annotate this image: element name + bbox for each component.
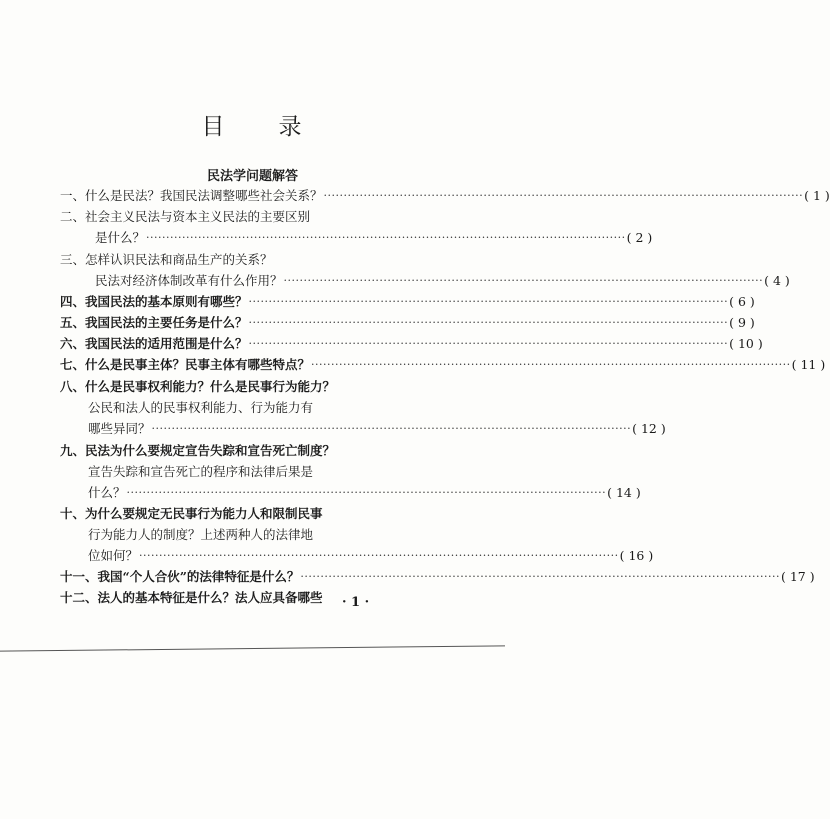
toc-entry (60, 250, 273, 270)
toc-entry (60, 186, 830, 206)
toc-entry-text: 七、什么是民事主体？民事主体有哪些特点？ (60, 357, 311, 372)
toc-entry-text: 位如何？ (88, 548, 139, 563)
toc-page-number: ( 10 ) (729, 336, 763, 351)
toc-leader-dots: ························································································································ (323, 189, 804, 202)
toc-page-number: ( 6 ) (729, 294, 755, 309)
toc-leader-dots: ························································································································ (146, 231, 626, 244)
toc-entry-text: 民法对经济体制改革有什么作用？ (95, 273, 283, 288)
toc-leader-dots: ························································································································ (248, 337, 729, 350)
toc-entry (60, 588, 323, 608)
toc-entry (60, 313, 755, 333)
page-number: · 1 · (342, 595, 370, 610)
toc-entry (88, 525, 313, 545)
toc-page-number: ( 9 ) (729, 315, 755, 330)
toc-entry (88, 483, 641, 503)
toc-leader-dots: ························································································································ (126, 486, 607, 499)
toc-leader-dots: ························································································································ (248, 295, 729, 308)
toc-leader-dots: ························································································································ (300, 570, 780, 583)
toc-entry-text: 八、什么是民事权利能力？什么是民事行为能力？ (60, 379, 336, 394)
toc-page-number: ( 14 ) (607, 485, 641, 500)
toc-entry-text: 十二、法人的基本特征是什么？法人应具备哪些 (60, 590, 323, 605)
toc-entry-text: 三、怎样认识民法和商品生产的关系？ (60, 252, 273, 267)
toc-page-number: ( 12 ) (632, 421, 666, 436)
toc-leader-dots: ························································································································ (283, 274, 764, 287)
toc-entry-text: 十一、我国“个人合伙”的法律特征是什么？ (60, 569, 300, 584)
toc-entry-text: 什么？ (88, 485, 126, 500)
toc-entry-text: 四、我国民法的基本原则有哪些？ (60, 294, 248, 309)
toc-entry (60, 207, 310, 227)
toc-entry (88, 419, 666, 439)
toc-leader-dots: ························································································································ (248, 316, 729, 329)
toc-entry (88, 462, 313, 482)
toc-entry (60, 292, 755, 312)
toc-leader-dots: ························································································································ (311, 358, 791, 371)
toc-entry-text: 六、我国民法的适用范围是什么？ (60, 336, 248, 351)
toc-page-number: ( 16 ) (619, 548, 654, 563)
toc-page-number: ( 17 ) (780, 569, 815, 584)
toc-entry (95, 228, 653, 248)
toc-entry (60, 567, 815, 587)
scan-edge-line (0, 645, 505, 651)
toc-entry-text: 是什么？ (95, 230, 146, 245)
title-char-right: 录 (278, 114, 304, 140)
toc-entry-text: 二、社会主义民法与资本主义民法的主要区别 (60, 209, 311, 224)
toc-entry-text: 一、什么是民法？我国民法调整哪些社会关系？ (60, 188, 323, 203)
toc-entry-text: 行为能力人的制度？上述两种人的法律地 (88, 527, 314, 542)
toc-entry-text: 宣告失踪和宣告死亡的程序和法律后果是 (88, 464, 314, 479)
toc-leader-dots: ························································································································ (151, 422, 632, 435)
toc-entry (60, 355, 826, 375)
toc-entry-text: 十、为什么要规定无民事行为能力人和限制民事 (60, 506, 323, 521)
toc-entry (88, 398, 313, 418)
toc-entry (95, 271, 790, 291)
toc-leader-dots: ························································································································ (139, 549, 619, 562)
section-title: 民法学问题解答 (206, 169, 298, 184)
toc-entry-text: 哪些异同？ (88, 421, 151, 436)
toc-entry-text: 五、我国民法的主要任务是什么？ (60, 315, 248, 330)
toc-page-number: ( 1 ) (804, 188, 830, 203)
toc-entry (88, 546, 654, 566)
toc-entry (60, 334, 763, 354)
page-title (0, 108, 505, 141)
toc-entry (60, 377, 335, 397)
title-char-left: 目 (201, 114, 227, 140)
toc-page-number: ( 4 ) (764, 273, 790, 288)
toc-page-number: ( 11 ) (791, 357, 826, 372)
toc-entry-text: 公民和法人的民事权利能力、行为能力有 (88, 400, 314, 415)
toc-entry (60, 504, 323, 524)
toc-page-number: ( 2 ) (626, 230, 653, 245)
toc-entry (60, 441, 335, 461)
toc-entry-text: 九、民法为什么要规定宣告失踪和宣告死亡制度？ (60, 443, 336, 458)
